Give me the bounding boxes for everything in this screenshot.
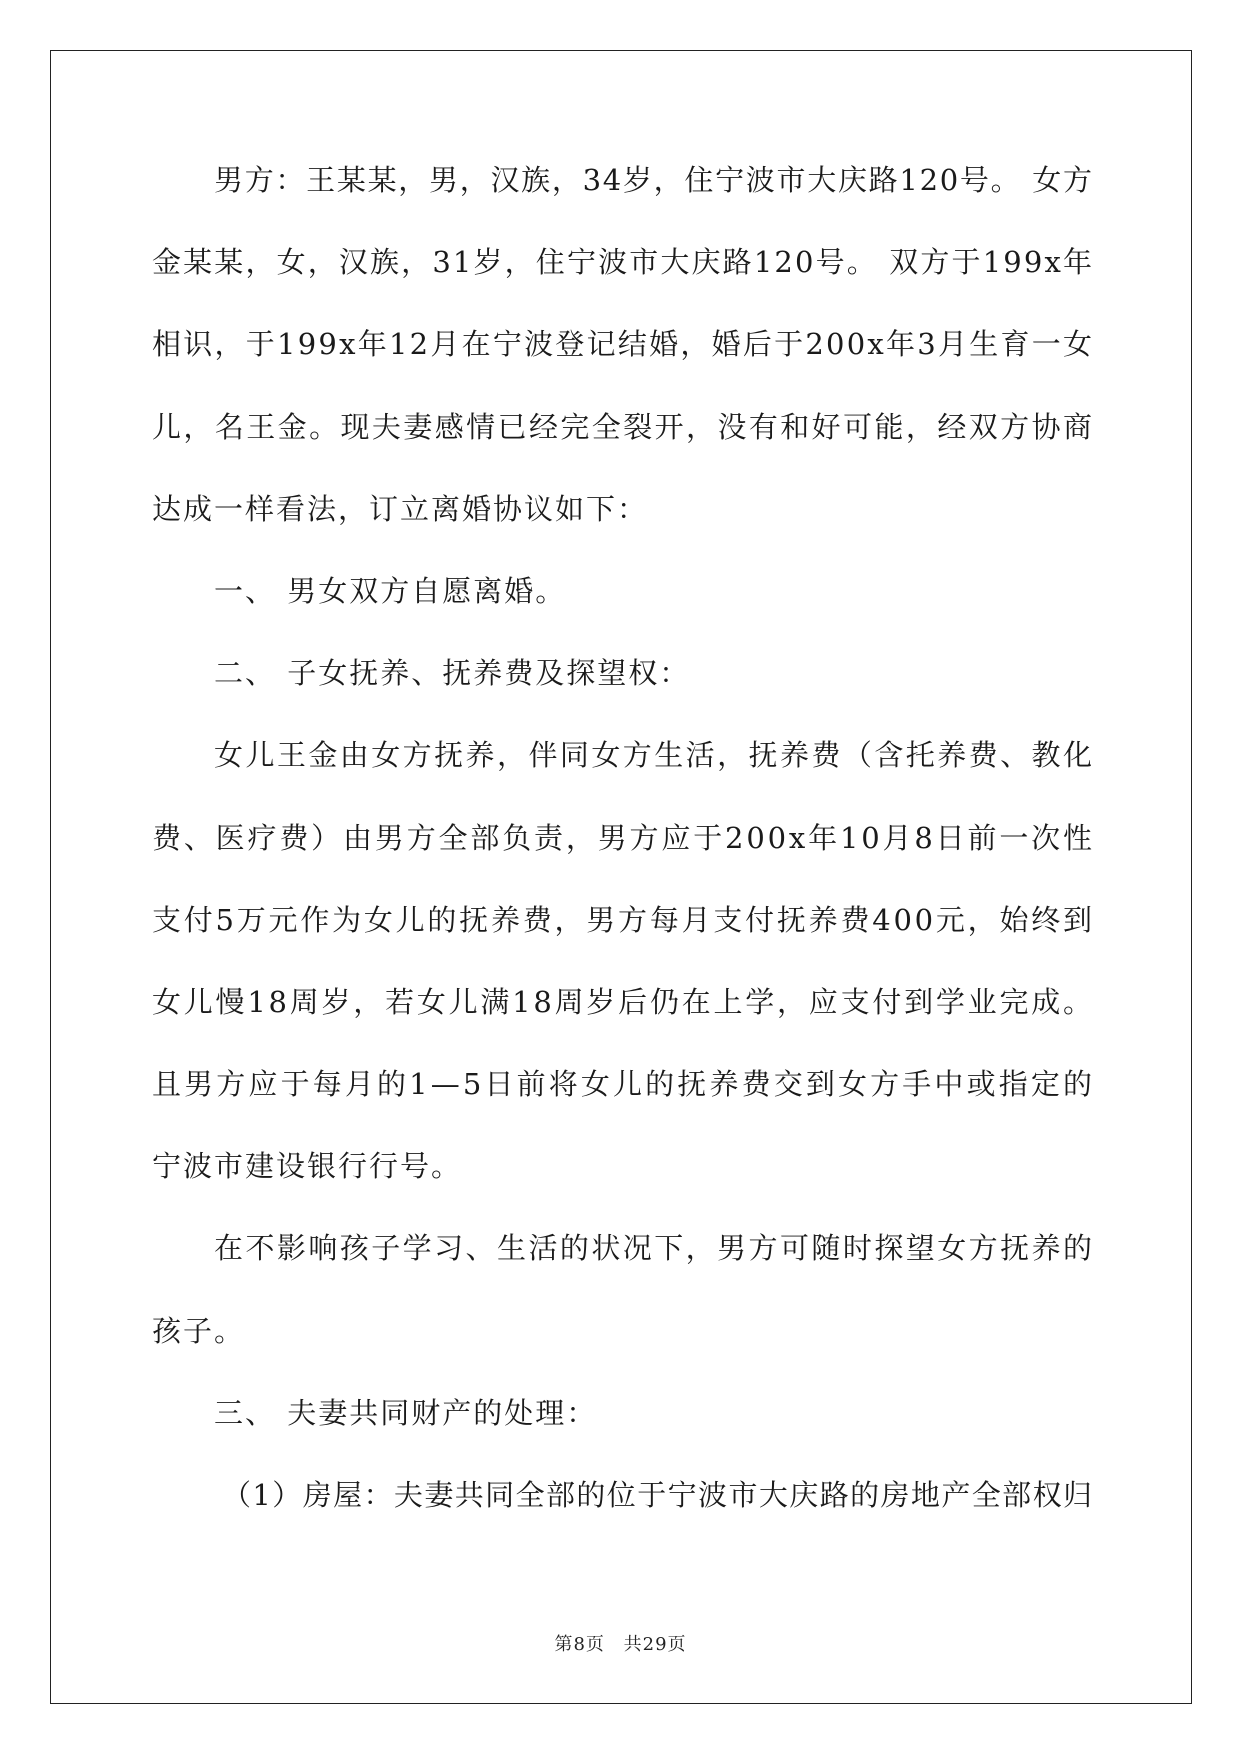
paragraph-line xyxy=(152,326,1095,408)
page-footer xyxy=(0,1630,1241,1656)
text-line: 金某某，女，汉族，31岁，住宁波市大庆路120号。 双方于199x年 xyxy=(152,245,1095,280)
paragraph-line xyxy=(152,162,1092,244)
paragraph-line xyxy=(152,244,1095,326)
text-line: 男方：王某某，男，汉族，34岁，住宁波市大庆路120号。 女方 xyxy=(214,163,1094,197)
paragraph-line xyxy=(152,984,1095,1066)
paragraph-line xyxy=(152,491,1092,573)
paragraph-line xyxy=(152,1148,1092,1230)
text-line: 在不影响孩子学习、生活的状况下，男方可随时探望女方抚养的 xyxy=(214,1231,1095,1266)
paragraph-line xyxy=(152,902,1095,984)
text-line: 三、 夫妻共同财产的处理： xyxy=(214,1395,598,1430)
text-line: 宁波市建设银行行号。 xyxy=(152,1149,463,1184)
page-total: 共29页 xyxy=(623,1634,687,1655)
text-line: 一、 男女双方自愿离婚。 xyxy=(214,573,567,608)
text-line: 孩子。 xyxy=(152,1313,246,1348)
text-line: 支付5万元作为女儿的抚养费，男方每月支付抚养费400元，始终到 xyxy=(152,902,1095,937)
section-heading xyxy=(152,573,1092,655)
paragraph-line xyxy=(152,820,1095,902)
section-heading xyxy=(152,655,1092,737)
text-line: 女儿王金由女方抚养，伴同女方生活，抚养费（含托养费、教化 xyxy=(214,738,1095,773)
text-line: 女儿慢18周岁，若女儿满18周岁后仍在上学，应支付到学业完成。 xyxy=(152,984,1095,1019)
paragraph-line xyxy=(152,1066,1096,1148)
paragraph-line xyxy=(152,1313,1092,1395)
paragraph-line xyxy=(152,1477,1092,1559)
section-heading xyxy=(152,1395,1092,1477)
page-number: 第8页 xyxy=(554,1634,605,1655)
text-line: 相识，于199x年12月在宁波登记结婚，婚后于200x年3月生育一女 xyxy=(152,327,1095,362)
text-line: （1）房屋：夫妻共同全部的位于宁波市大庆路的房地产全部权归 xyxy=(222,1478,1094,1512)
text-line: 二、 子女抚养、抚养费及探望权： xyxy=(214,656,691,691)
text-line: 且男方应于每月的1—5日前将女儿的抚养费交到女方手中或指定的 xyxy=(152,1067,1096,1102)
paragraph-line xyxy=(152,737,1095,819)
text-line: 达成一样看法，订立离婚协议如下： xyxy=(152,491,649,526)
text-line: 费、医疗费）由男方全部负责，男方应于200x年10月8日前一次性 xyxy=(152,820,1095,855)
paragraph-line xyxy=(152,1230,1095,1312)
paragraph-line xyxy=(152,409,1095,491)
text-line: 儿，名王金。现夫妻感情已经完全裂开，没有和好可能，经双方协商 xyxy=(152,409,1095,444)
document-body xyxy=(152,162,1096,1559)
